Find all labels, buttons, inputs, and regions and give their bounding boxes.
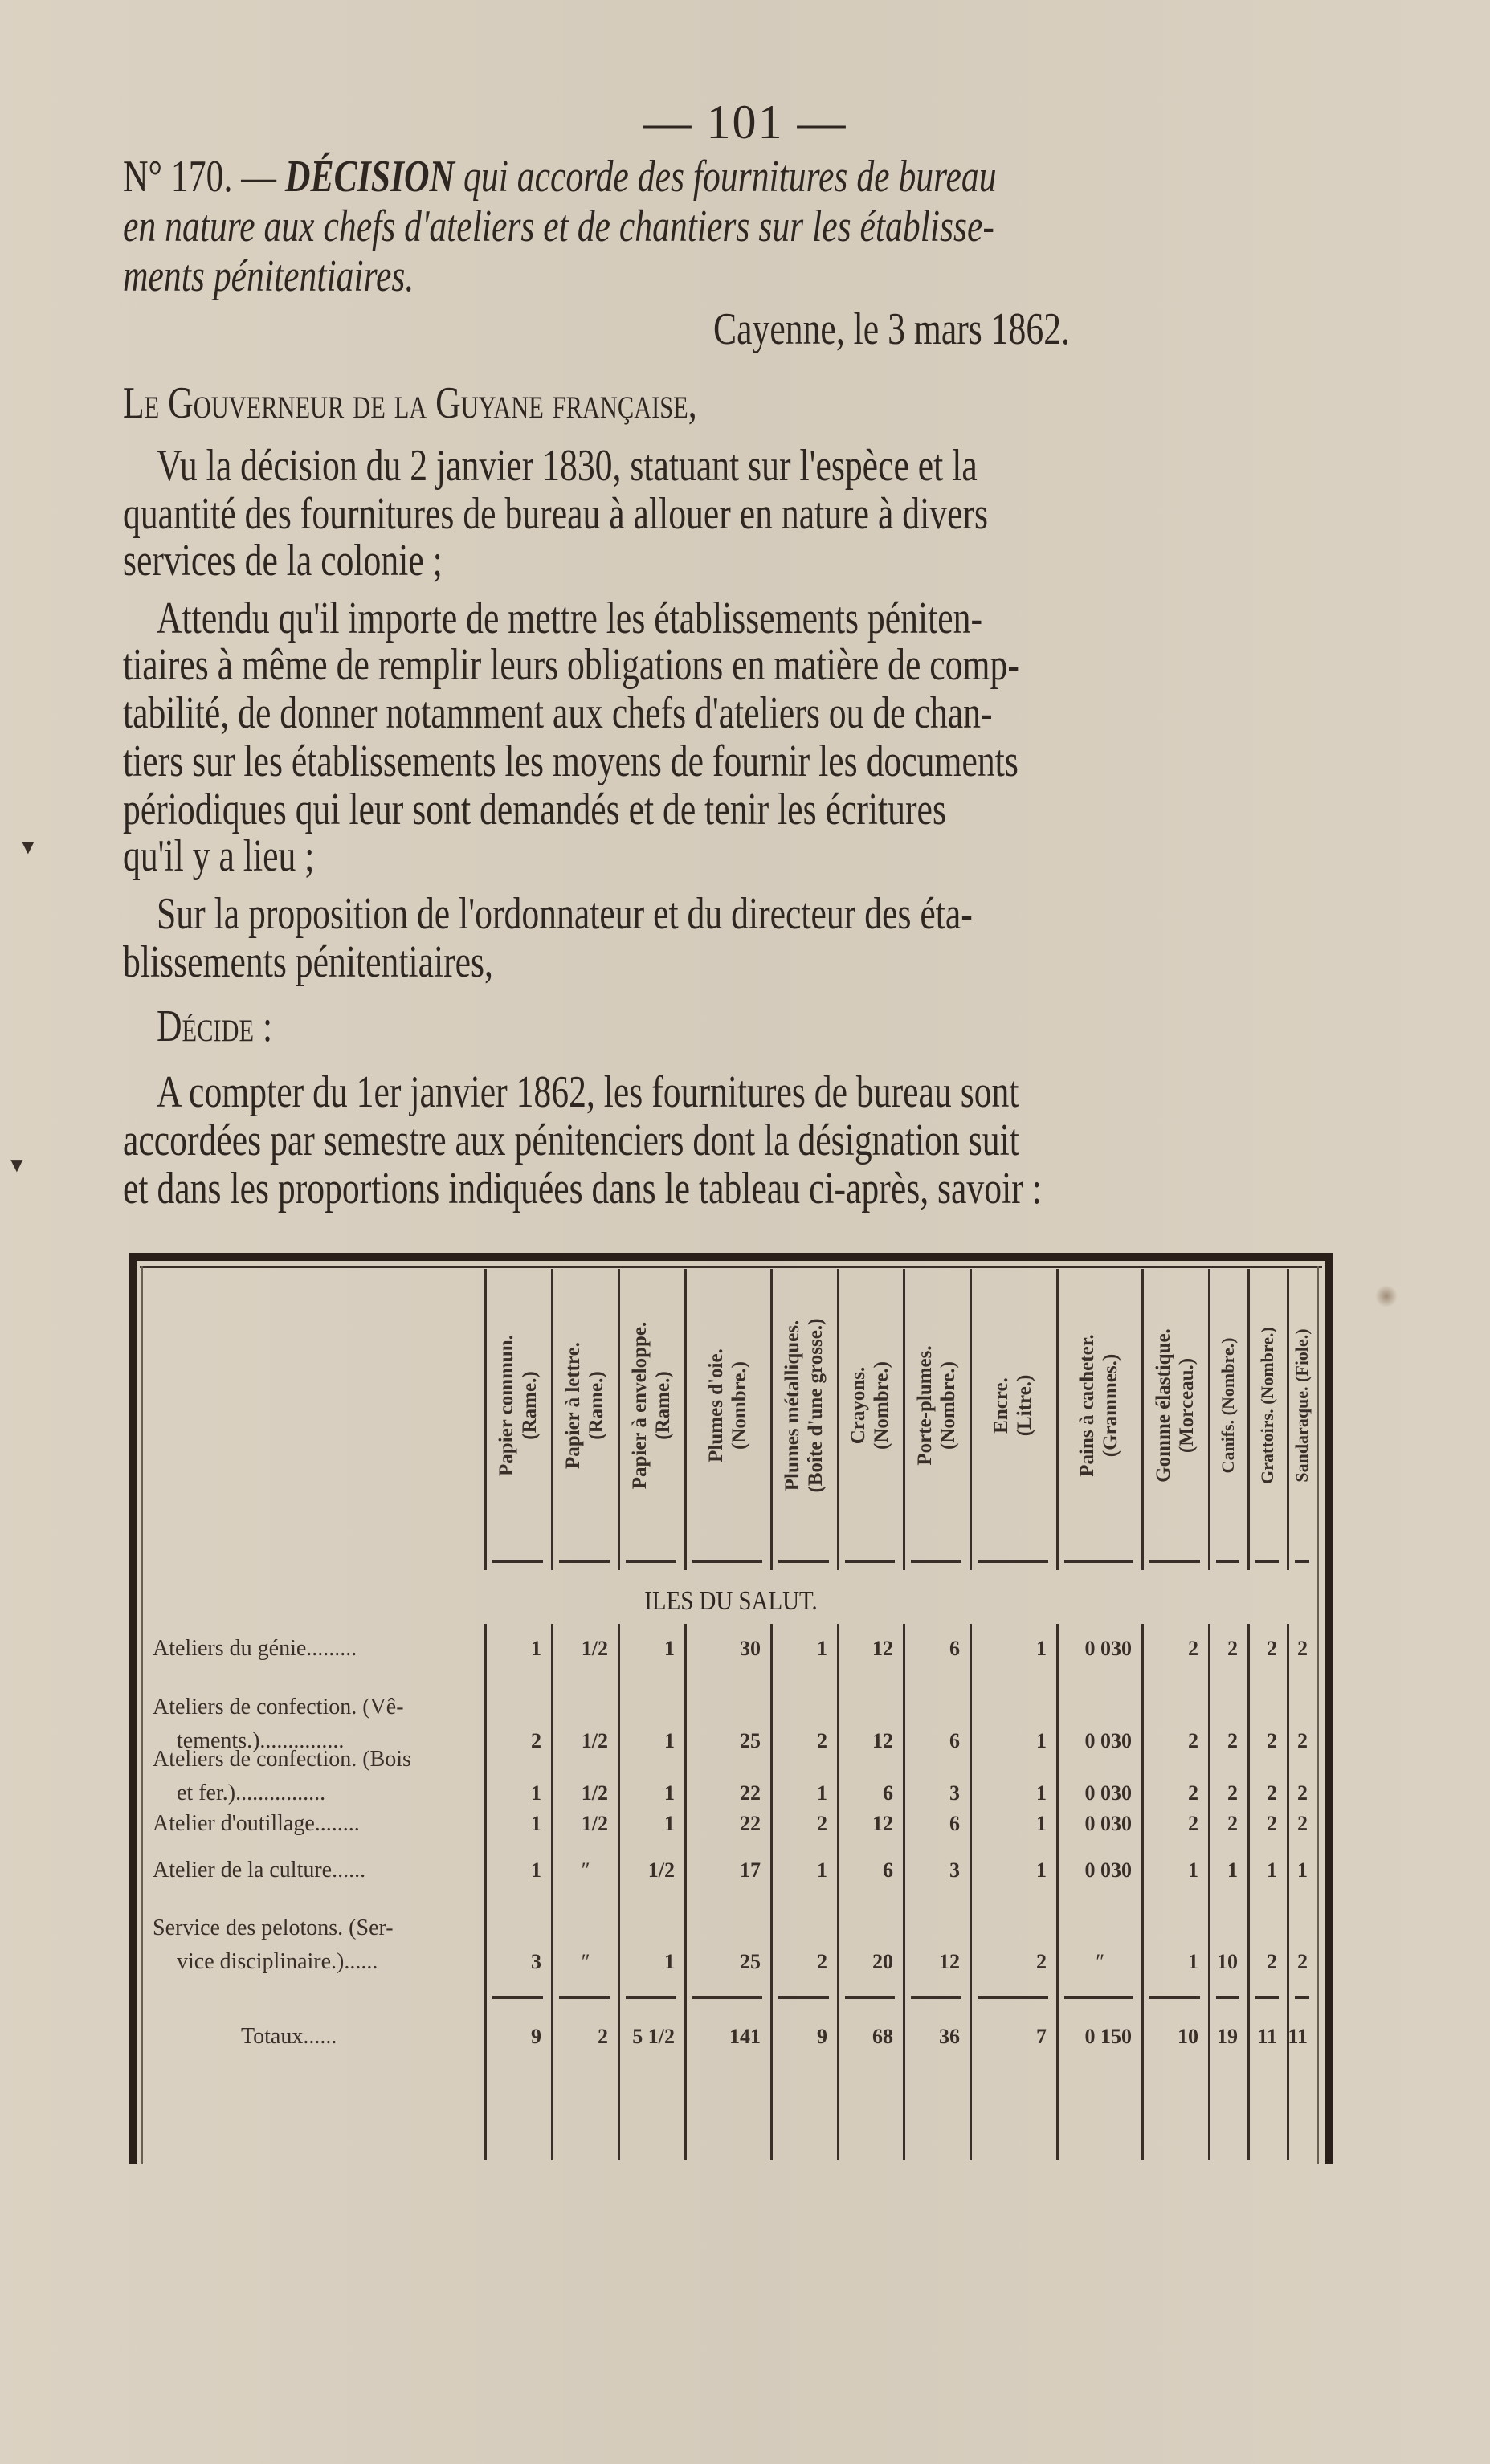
column-divider xyxy=(1208,1624,1210,2160)
totals-row-cell: 0 150 xyxy=(1084,2025,1132,2048)
table-row-cell: 1/2 xyxy=(581,1729,608,1752)
column-header-name: Papier à lettre. xyxy=(561,1341,584,1470)
table-row-cell: 25 xyxy=(740,1950,761,1973)
column-header-unit: (Rame.) xyxy=(651,1371,674,1440)
column-header xyxy=(1056,1269,1141,1542)
table-row-cell: 0 030 xyxy=(1084,1729,1132,1752)
totals-row-cell: 68 xyxy=(872,2025,893,2048)
page-number: — 101 — xyxy=(643,96,847,149)
totals-row-cell: 10 xyxy=(1178,2025,1198,2048)
table-row-cell: 2 xyxy=(1297,1637,1308,1660)
column-header-name: Grattoirs. (Nombre.) xyxy=(1256,1327,1277,1484)
table-row-cell: 2 xyxy=(1267,1812,1277,1835)
heading-dash: — xyxy=(241,152,276,202)
governor-line xyxy=(123,379,697,427)
table-row-cell: 2 xyxy=(1188,1637,1198,1660)
table-row-cell: 30 xyxy=(740,1637,761,1660)
totals-dash xyxy=(559,1996,610,1999)
header-dash xyxy=(1295,1560,1309,1563)
totals-row-cell: 9 xyxy=(531,2025,541,2048)
table-row-cell: 2 xyxy=(1267,1637,1277,1660)
compter-line-2: accordées par semestre aux pénitenciers dont la désignation suit xyxy=(123,1116,1019,1165)
table-row-cell: 2 xyxy=(1188,1781,1198,1805)
table-row-cell: 1 xyxy=(1036,1729,1047,1752)
table-row-cell: 6 xyxy=(883,1781,893,1805)
ink-spot xyxy=(1375,1285,1398,1307)
attendu-line-1: Attendu qu'il importe de mettre les établissements péniten- xyxy=(157,594,983,643)
totals-dash xyxy=(1216,1996,1239,1999)
table-row-cell: 3 xyxy=(531,1950,541,1973)
table-row-cell: 2 xyxy=(1297,1781,1308,1805)
column-header-unit: (Litre.) xyxy=(1014,1374,1035,1437)
column-divider xyxy=(837,1624,839,2160)
header-dash xyxy=(978,1560,1048,1563)
table-row-cell: 2 xyxy=(817,1950,827,1973)
table-row-cell: 12 xyxy=(872,1729,893,1752)
vu-line-3: services de la colonie ; xyxy=(123,536,443,585)
decision-title-rest: qui accorde des fournitures de bureau xyxy=(463,152,997,202)
row-label xyxy=(153,1911,490,1979)
table-row-cell: 2 xyxy=(1297,1729,1308,1752)
table-row-cell: 3 xyxy=(949,1781,960,1805)
column-header-name: Crayons. xyxy=(847,1366,869,1445)
totals-dash xyxy=(911,1996,961,1999)
column-header-unit: (Rame.) xyxy=(518,1371,541,1440)
table-row-cell: 1 xyxy=(817,1858,827,1882)
table-row-cell: ″ xyxy=(580,1858,589,1882)
header-dash xyxy=(1255,1560,1279,1563)
table-row-cell: 1 xyxy=(1036,1812,1047,1835)
column-header-name: Gomme élastique. xyxy=(1152,1328,1174,1483)
table-row-cell: 22 xyxy=(740,1812,761,1835)
column-divider xyxy=(770,1624,773,2160)
table-row-cell: 6 xyxy=(949,1729,960,1752)
table-row-cell: 0 030 xyxy=(1084,1637,1132,1660)
header-dash xyxy=(1064,1560,1133,1563)
table-row-cell: 6 xyxy=(883,1858,893,1882)
column-header xyxy=(903,1269,970,1542)
table-row-cell: 1 xyxy=(1036,1637,1047,1660)
totals-dash xyxy=(1295,1996,1309,1999)
table-row-cell: 1/2 xyxy=(647,1858,675,1882)
table-row-cell: 1 xyxy=(664,1812,675,1835)
column-header-unit: (Nombre.) xyxy=(728,1361,750,1450)
row-label xyxy=(153,1632,490,1666)
table-row-cell: 6 xyxy=(949,1637,960,1660)
column-header-name: Plumes d'oie. xyxy=(704,1348,727,1462)
table-row-cell: 2 xyxy=(817,1812,827,1835)
table-row-cell: 2 xyxy=(531,1729,541,1752)
attendu-line-6: qu'il y a lieu ; xyxy=(123,831,315,881)
totals-row-cell: 5 1/2 xyxy=(632,2025,675,2048)
column-header-name: Encre. xyxy=(990,1377,1012,1434)
compter-line-3: et dans les proportions indiquées dans le tableau ci-après, savoir : xyxy=(123,1164,1042,1214)
decision-heading-line1 xyxy=(123,153,997,201)
margin-mark-icon: ▼ xyxy=(18,835,39,859)
row-label xyxy=(153,1807,490,1841)
decision-title-word: DÉCISION xyxy=(284,152,455,202)
column-header-name: Plumes métalliques. xyxy=(781,1320,803,1491)
table-row-cell: 2 xyxy=(1036,1950,1047,1973)
row-label-line: Atelier de la culture...... xyxy=(153,1858,366,1883)
table-row-cell: 10 xyxy=(1217,1950,1238,1973)
totals-row-cell: 36 xyxy=(939,2025,960,2048)
column-header xyxy=(684,1269,770,1542)
header-dash xyxy=(559,1560,610,1563)
table-row-cell: 1 xyxy=(1297,1858,1308,1882)
table-row-cell: 2 xyxy=(1267,1781,1277,1805)
table-row-cell: 1 xyxy=(664,1950,675,1973)
table-row-cell: 1 xyxy=(1188,1858,1198,1882)
attendu-line-2: tiaires à même de remplir leurs obligations en matière de comp- xyxy=(123,640,1019,690)
column-header xyxy=(1141,1269,1208,1542)
table-row-cell: 22 xyxy=(740,1781,761,1805)
place-date: Cayenne, le 3 mars 1862. xyxy=(713,304,1070,354)
column-divider xyxy=(1247,1624,1250,2160)
table-row-cell: 1 xyxy=(817,1781,827,1805)
totals-row-cell: 141 xyxy=(729,2025,761,2048)
column-header-name: Porte-plumes. xyxy=(913,1345,936,1466)
column-header-name: Canifs. (Nombre.) xyxy=(1217,1337,1238,1474)
compter-line-1: A compter du 1er janvier 1862, les fournitures de bureau sont xyxy=(157,1067,1019,1117)
table-row-cell: 1/2 xyxy=(581,1781,608,1805)
column-header-name: Sandaraque. (Fiole.) xyxy=(1292,1328,1312,1483)
governor-text: Le Gouverneur de la Guyane française, xyxy=(123,378,697,428)
supplies-table xyxy=(129,1253,1333,2164)
column-divider xyxy=(1056,1624,1059,2160)
table-row-cell: 1 xyxy=(1267,1858,1277,1882)
totals-dash xyxy=(492,1996,543,1999)
table-border-top-inner xyxy=(140,1266,1322,1268)
column-header-name: Papier commun. xyxy=(495,1335,517,1476)
row-label-line: Ateliers de confection. (Bois xyxy=(153,1747,411,1772)
vu-line-1: Vu la décision du 2 janvier 1830, statuant sur l'espèce et la xyxy=(157,441,978,491)
table-row-cell: 1 xyxy=(531,1858,541,1882)
column-header-unit: (Grammes.) xyxy=(1100,1353,1121,1458)
column-divider xyxy=(1141,1624,1144,2160)
totals-dash xyxy=(978,1996,1048,1999)
row-label-line: tements.)............... xyxy=(177,1728,345,1753)
table-row-cell: 2 xyxy=(1267,1729,1277,1752)
row-label xyxy=(153,1743,490,1810)
header-dash xyxy=(1216,1560,1239,1563)
table-row-cell: 1/2 xyxy=(581,1812,608,1835)
column-header xyxy=(618,1269,684,1542)
column-header xyxy=(551,1269,618,1542)
totals-row-cell: 7 xyxy=(1036,2025,1047,2048)
table-row-cell: 1 xyxy=(817,1637,827,1660)
table-row-cell: 1 xyxy=(531,1637,541,1660)
table-row-cell: 1/2 xyxy=(581,1637,608,1660)
table-row-cell: 1 xyxy=(664,1781,675,1805)
column-header-unit: (Nombre.) xyxy=(937,1361,959,1450)
table-row-cell: 1 xyxy=(1188,1950,1198,1973)
attendu-line-4: tiers sur les établissements les moyens de fournir les documents xyxy=(123,736,1019,786)
table-row-cell: 3 xyxy=(949,1858,960,1882)
totals-dash xyxy=(1149,1996,1200,1999)
table-border-top xyxy=(129,1253,1333,1261)
table-row-cell: 2 xyxy=(1297,1812,1308,1835)
column-divider xyxy=(970,1624,972,2160)
table-row-cell: 2 xyxy=(1227,1637,1238,1660)
column-divider xyxy=(903,1624,905,2160)
column-header xyxy=(484,1269,551,1542)
table-row-cell: 20 xyxy=(872,1950,893,1973)
attendu-line-3: tabilité, de donner notamment aux chefs d'ateliers ou de chan- xyxy=(123,688,993,738)
totals-row-cell: 19 xyxy=(1217,2025,1238,2048)
header-dash xyxy=(845,1560,895,1563)
column-header xyxy=(1208,1269,1247,1542)
row-label-line: Ateliers du génie......... xyxy=(153,1636,357,1661)
table-row-cell: 1 xyxy=(1227,1858,1238,1882)
table-row-cell: 1 xyxy=(1036,1781,1047,1805)
table-row-cell: 25 xyxy=(740,1729,761,1752)
row-label xyxy=(153,1854,490,1887)
table-row-cell: 1 xyxy=(531,1812,541,1835)
table-border-left-inner xyxy=(141,1266,143,2164)
column-header xyxy=(770,1269,837,1542)
table-row-cell: 1 xyxy=(664,1729,675,1752)
table-row-cell: 2 xyxy=(1188,1729,1198,1752)
table-row-cell: 1 xyxy=(1036,1858,1047,1882)
sur-line-2: blissements pénitentiaires, xyxy=(123,937,493,987)
header-dash xyxy=(626,1560,676,1563)
row-label-line: Service des pelotons. (Ser- xyxy=(153,1915,394,1940)
table-row-cell: 2 xyxy=(817,1729,827,1752)
table-border-left xyxy=(129,1253,137,2164)
header-dash xyxy=(911,1560,961,1563)
column-header xyxy=(970,1269,1056,1542)
table-row-cell: 2 xyxy=(1227,1781,1238,1805)
totals-label: Totaux...... xyxy=(241,2024,337,2049)
table-border-right-inner xyxy=(1317,1266,1319,2164)
decision-number: N° 170. xyxy=(123,152,233,202)
column-divider xyxy=(618,1624,620,2160)
table-row-cell: 2 xyxy=(1227,1729,1238,1752)
table-row-cell: 12 xyxy=(872,1812,893,1835)
column-header xyxy=(1247,1269,1287,1542)
column-header xyxy=(837,1269,903,1542)
decision-heading-line3: ments pénitentiaires. xyxy=(123,251,414,301)
row-label-line: et fer.)................ xyxy=(177,1781,326,1805)
column-header-unit: (Boîte d'une grosse.) xyxy=(804,1318,827,1493)
totals-dash xyxy=(692,1996,762,1999)
totals-row-cell: 2 xyxy=(598,2025,608,2048)
section-title: ILES DU SALUT. xyxy=(644,1586,818,1616)
table-row-cell: 0 030 xyxy=(1084,1858,1132,1882)
table-border-right xyxy=(1325,1253,1333,2164)
table-row-cell: 12 xyxy=(872,1637,893,1660)
totals-dash xyxy=(778,1996,829,1999)
column-divider xyxy=(684,1624,687,2160)
table-row-cell: 6 xyxy=(949,1812,960,1835)
table-row-cell: 2 xyxy=(1297,1950,1308,1973)
table-row-cell: 12 xyxy=(939,1950,960,1973)
row-label-line: vice disciplinaire.)...... xyxy=(177,1949,378,1974)
column-divider xyxy=(1287,1624,1289,2160)
table-row-cell: ″ xyxy=(580,1950,589,1973)
table-row-cell: 17 xyxy=(740,1858,761,1882)
sur-line-1: Sur la proposition de l'ordonnateur et du directeur des éta- xyxy=(157,889,973,939)
row-label-line: Ateliers de confection. (Vê- xyxy=(153,1695,404,1719)
vu-line-2: quantité des fournitures de bureau à allouer en nature à divers xyxy=(123,489,989,539)
margin-mark-icon: ▼ xyxy=(6,1153,27,1177)
totals-dash xyxy=(1064,1996,1133,1999)
header-dash xyxy=(1149,1560,1200,1563)
totals-row-cell: 11 xyxy=(1288,2025,1308,2048)
totals-row-cell: 9 xyxy=(817,2025,827,2048)
column-header-name: Pains à cacheter. xyxy=(1076,1334,1098,1477)
totals-row-cell: 11 xyxy=(1257,2025,1277,2048)
column-header-unit: (Rame.) xyxy=(585,1371,607,1440)
totals-dash xyxy=(626,1996,676,1999)
totals-dash xyxy=(1255,1996,1279,1999)
table-row-cell: 2 xyxy=(1227,1812,1238,1835)
column-header xyxy=(1287,1269,1317,1542)
column-divider xyxy=(551,1624,553,2160)
table-row-cell: 0 030 xyxy=(1084,1812,1132,1835)
decision-heading-line2: en nature aux chefs d'ateliers et de chantiers sur les établisse- xyxy=(123,202,994,251)
column-header-name: Papier à enveloppe. xyxy=(628,1321,651,1490)
table-row-cell: 1 xyxy=(531,1781,541,1805)
table-row-cell: 1 xyxy=(664,1637,675,1660)
table-row-cell: 2 xyxy=(1267,1950,1277,1973)
row-label-line: Atelier d'outillage........ xyxy=(153,1811,360,1836)
header-dash xyxy=(778,1560,829,1563)
attendu-line-5: périodiques qui leur sont demandés et de tenir les écritures xyxy=(123,785,946,834)
header-dash xyxy=(692,1560,762,1563)
totals-dash xyxy=(845,1996,895,1999)
table-row-cell: 0 030 xyxy=(1084,1781,1132,1805)
column-header-unit: (Nombre.) xyxy=(871,1361,892,1450)
table-row-cell: ″ xyxy=(1094,1950,1104,1973)
header-dash xyxy=(492,1560,543,1563)
decide-label: Décide : xyxy=(157,1002,273,1051)
column-header-unit: (Morceau.) xyxy=(1175,1357,1198,1454)
table-row-cell: 2 xyxy=(1188,1812,1198,1835)
